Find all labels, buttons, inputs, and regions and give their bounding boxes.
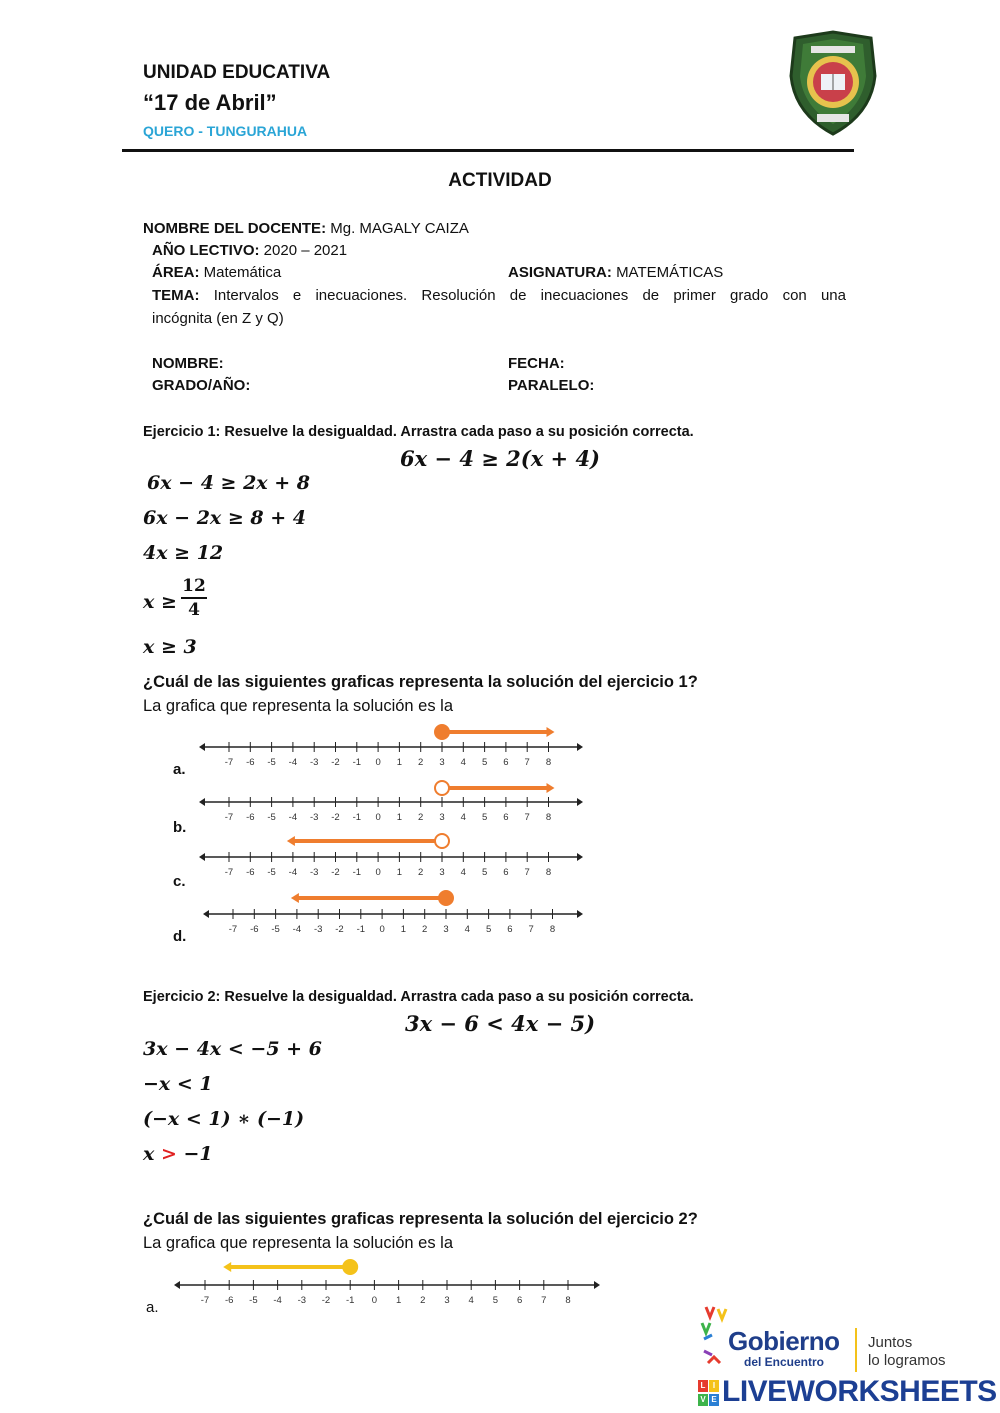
tick-label: 2 (418, 757, 424, 768)
docente-value: Mg. MAGALY CAIZA (330, 220, 469, 237)
anio-row (152, 242, 347, 259)
tema-row (152, 287, 846, 304)
docente-row (143, 220, 469, 237)
tick-label: -4 (288, 867, 298, 878)
tick-label: -5 (267, 757, 276, 768)
ex1-equation: 6x − 4 ≥ 2(x + 4) (399, 446, 600, 471)
ex1-frac-prefix: x ≥ (143, 591, 177, 613)
anio-label: AÑO LECTIVO: (152, 242, 260, 259)
tick-label: -3 (309, 757, 319, 768)
tick-label: 0 (375, 757, 381, 768)
open-endpoint (435, 834, 449, 848)
tema-row-2: incógnita (en Z y Q) (152, 310, 284, 327)
tick-label: 0 (375, 867, 381, 878)
tick-label: -2 (331, 757, 340, 768)
ex1-option-a-numberline (195, 722, 595, 772)
tick-label: 3 (439, 757, 445, 768)
tick-label: -7 (200, 1295, 210, 1306)
tick-label: 1 (395, 1295, 402, 1306)
axis-arrow-left (199, 743, 205, 751)
slogan-line1: Juntos (868, 1334, 913, 1351)
solution-arrow (547, 727, 555, 737)
axis-arrow-left (199, 798, 205, 806)
badge-cell-e: E (709, 1394, 719, 1406)
tick-label: 3 (443, 924, 449, 935)
solution-arrow (287, 836, 295, 846)
tick-label: 6 (503, 812, 509, 823)
tema-value-1: Intervalos e inecuaciones. Resolución de inecuaciones de primer grado con una (213, 287, 846, 304)
tick-label: 1 (396, 812, 403, 823)
tick-label: -1 (356, 924, 366, 935)
tick-label: 7 (524, 812, 530, 823)
tick-label: 1 (396, 867, 403, 878)
tick-label: 5 (485, 924, 492, 935)
tema-label: TEMA: (152, 287, 200, 304)
docente-label: NOMBRE DEL DOCENTE: (143, 220, 327, 237)
ex2-option-a-numberline (170, 1257, 610, 1317)
ex2-step-2[interactable]: −x < 1 (143, 1073, 213, 1095)
slogan-line2: lo logramos (868, 1352, 946, 1369)
ex2-step-3[interactable]: (−x < 1) ∗ (−1) (143, 1108, 305, 1130)
area-row (152, 264, 281, 281)
tick-label: 4 (460, 812, 466, 823)
tick-label: 6 (507, 924, 513, 935)
ex1-option-d-numberline (195, 887, 595, 937)
school-name-line2: “17 de Abril” (143, 90, 277, 115)
header-divider (122, 149, 854, 152)
closed-endpoint (439, 891, 453, 905)
paralelo-label: PARALELO: (508, 377, 595, 394)
tick-label: -3 (309, 812, 319, 823)
solution-arrow (223, 1262, 231, 1272)
axis-arrow-right (577, 743, 583, 751)
tick-label: -4 (273, 1295, 282, 1306)
tick-label: 0 (375, 812, 381, 823)
ex2-step-4[interactable] (143, 1143, 213, 1165)
badge-cell-i: I (709, 1380, 719, 1392)
tick-label: -5 (271, 924, 280, 935)
tick-label: 4 (464, 924, 470, 935)
axis-arrow-left (174, 1281, 180, 1289)
tick-label: -7 (224, 867, 234, 878)
tick-label: 5 (492, 1295, 499, 1306)
tick-label: 8 (565, 1295, 571, 1306)
tick-label: -7 (224, 757, 234, 768)
ex1-option-c-numberline (195, 830, 595, 880)
liveworksheets-badge-icon (698, 1380, 720, 1406)
page-title: ACTIVIDAD (448, 170, 552, 191)
tick-label: 7 (524, 757, 530, 768)
tick-label: 2 (422, 924, 428, 935)
ex1-answer-prompt: La grafica que representa la solución es la (143, 697, 454, 715)
tick-label: -6 (224, 1295, 234, 1306)
tick-label: -3 (297, 1295, 307, 1306)
school-name-line1: UNIDAD EDUCATIVA (143, 62, 331, 83)
ex2-final-x: x (143, 1143, 155, 1165)
tick-label: -3 (313, 924, 323, 935)
solution-arrow (547, 783, 555, 793)
tick-label: -6 (246, 812, 255, 823)
tick-label: -5 (249, 1295, 258, 1306)
ex2-question: ¿Cuál de las siguientes graficas representa la solución del ejercicio 2? (143, 1210, 698, 1228)
tick-label: -3 (309, 867, 319, 878)
axis-arrow-right (577, 853, 583, 861)
fecha-label: FECHA: (508, 355, 565, 372)
asignatura-row (508, 264, 723, 281)
tick-label: 6 (503, 867, 509, 878)
tick-label: 3 (444, 1295, 450, 1306)
tick-label: 0 (379, 924, 385, 935)
tick-label: 7 (541, 1295, 547, 1306)
ex1-step-3[interactable]: 4x ≥ 12 (143, 542, 224, 564)
tick-label: 6 (503, 757, 509, 768)
tick-label: 4 (460, 757, 466, 768)
tick-label: 2 (420, 1295, 426, 1306)
tick-label: 3 (439, 812, 445, 823)
ex1-frac-num: 12 (182, 576, 206, 596)
asignatura-value: MATEMÁTICAS (616, 264, 724, 281)
ex2-step-1[interactable]: 3x − 4x < −5 + 6 (143, 1038, 322, 1060)
school-location: QUERO - TUNGURAHUA (143, 123, 308, 139)
tick-label: 8 (549, 924, 556, 935)
ex1-option-c-label[interactable]: c. (173, 873, 186, 890)
tick-label: -6 (246, 757, 255, 768)
tick-label: 7 (528, 924, 534, 935)
tick-label: 8 (545, 757, 552, 768)
tick-label: -4 (292, 924, 302, 935)
tick-label: -2 (331, 867, 340, 878)
ex1-step-5[interactable]: x ≥ 3 (143, 636, 197, 658)
tick-label: -2 (335, 924, 344, 935)
tick-label: 7 (524, 867, 530, 878)
ex2-instruction: Ejercicio 2: Resuelve la desigualdad. Arrastra cada paso a su posición correcta. (143, 989, 694, 1005)
gobierno-name: Gobierno (728, 1326, 840, 1356)
axis-arrow-right (577, 910, 583, 918)
ex1-fraction (181, 575, 207, 621)
tick-label: -1 (352, 757, 362, 768)
axis-arrow-right (577, 798, 583, 806)
liveworksheets-brand: LIVEWORKSHEETS (722, 1375, 997, 1408)
tick-label: 8 (545, 867, 552, 878)
badge-cell-v: V (698, 1394, 708, 1406)
school-crest-icon (783, 30, 883, 136)
tick-label: 4 (460, 867, 466, 878)
ex2-final-rhs: −1 (183, 1143, 213, 1165)
tick-label: -5 (267, 812, 276, 823)
closed-endpoint (343, 1260, 357, 1274)
tick-label: 0 (371, 1295, 378, 1306)
tick-label: 2 (418, 812, 424, 823)
tick-label: -5 (267, 867, 276, 878)
ex2-option-a-label[interactable]: a. (146, 1299, 159, 1316)
grado-label: GRADO/AÑO: (152, 377, 251, 394)
tick-label: -1 (352, 867, 362, 878)
tick-label: 2 (418, 867, 424, 878)
tick-label: -6 (250, 924, 259, 935)
tick-label: -1 (352, 812, 362, 823)
closed-endpoint (435, 725, 449, 739)
anio-value: 2020 – 2021 (263, 242, 348, 259)
tick-label: 5 (481, 757, 488, 768)
tick-label: 1 (396, 757, 403, 768)
axis-arrow-left (199, 853, 205, 861)
ex1-option-d-label[interactable]: d. (173, 928, 187, 945)
solution-arrow (291, 893, 299, 903)
tick-label: -7 (224, 812, 234, 823)
area-label: ÁREA: (152, 264, 200, 281)
ex1-instruction: Ejercicio 1: Resuelve la desigualdad. Arrastra cada paso a su posición correcta. (143, 424, 694, 440)
ex1-frac-den: 4 (188, 599, 200, 620)
tick-label: 8 (545, 812, 552, 823)
tick-label: -1 (345, 1295, 355, 1306)
ex1-option-b-label[interactable]: b. (173, 819, 187, 836)
tick-label: 5 (481, 812, 488, 823)
area-value: Matemática (203, 264, 282, 281)
tick-label: 6 (516, 1295, 523, 1306)
ex1-question: ¿Cuál de las siguientes graficas representa la solución del ejercicio 1? (143, 673, 698, 691)
gobierno-sub: del Encuentro (744, 1355, 825, 1369)
ex2-equation: 3x − 6 < 4x − 5) (404, 1011, 596, 1036)
tick-label: 3 (439, 867, 445, 878)
tick-label: -6 (246, 867, 255, 878)
asignatura-label: ASIGNATURA: (508, 264, 612, 281)
axis-arrow-right (594, 1281, 600, 1289)
ex1-option-b-numberline (195, 777, 595, 827)
nombre-label: NOMBRE: (152, 355, 224, 372)
tick-label: -4 (288, 812, 298, 823)
tick-label: -4 (288, 757, 298, 768)
tick-label: 4 (468, 1295, 474, 1306)
tick-label: -2 (321, 1295, 331, 1306)
tick-label: -2 (331, 812, 340, 823)
ex1-option-a-label[interactable]: a. (173, 761, 186, 778)
ex1-step-2[interactable]: 6x − 2x ≥ 8 + 4 (143, 507, 306, 529)
badge-cell-l: L (698, 1380, 708, 1392)
axis-arrow-left (203, 910, 209, 918)
tick-label: 1 (400, 924, 407, 935)
ex2-answer-prompt: La grafica que representa la solución es la (143, 1234, 454, 1252)
ex1-step-1[interactable]: 6x − 4 ≥ 2x + 8 (147, 472, 310, 494)
ex2-final-op: > (160, 1143, 177, 1165)
footer-separator (855, 1328, 857, 1372)
open-endpoint (435, 781, 449, 795)
tick-label: -7 (228, 924, 238, 935)
tick-label: 5 (481, 867, 488, 878)
